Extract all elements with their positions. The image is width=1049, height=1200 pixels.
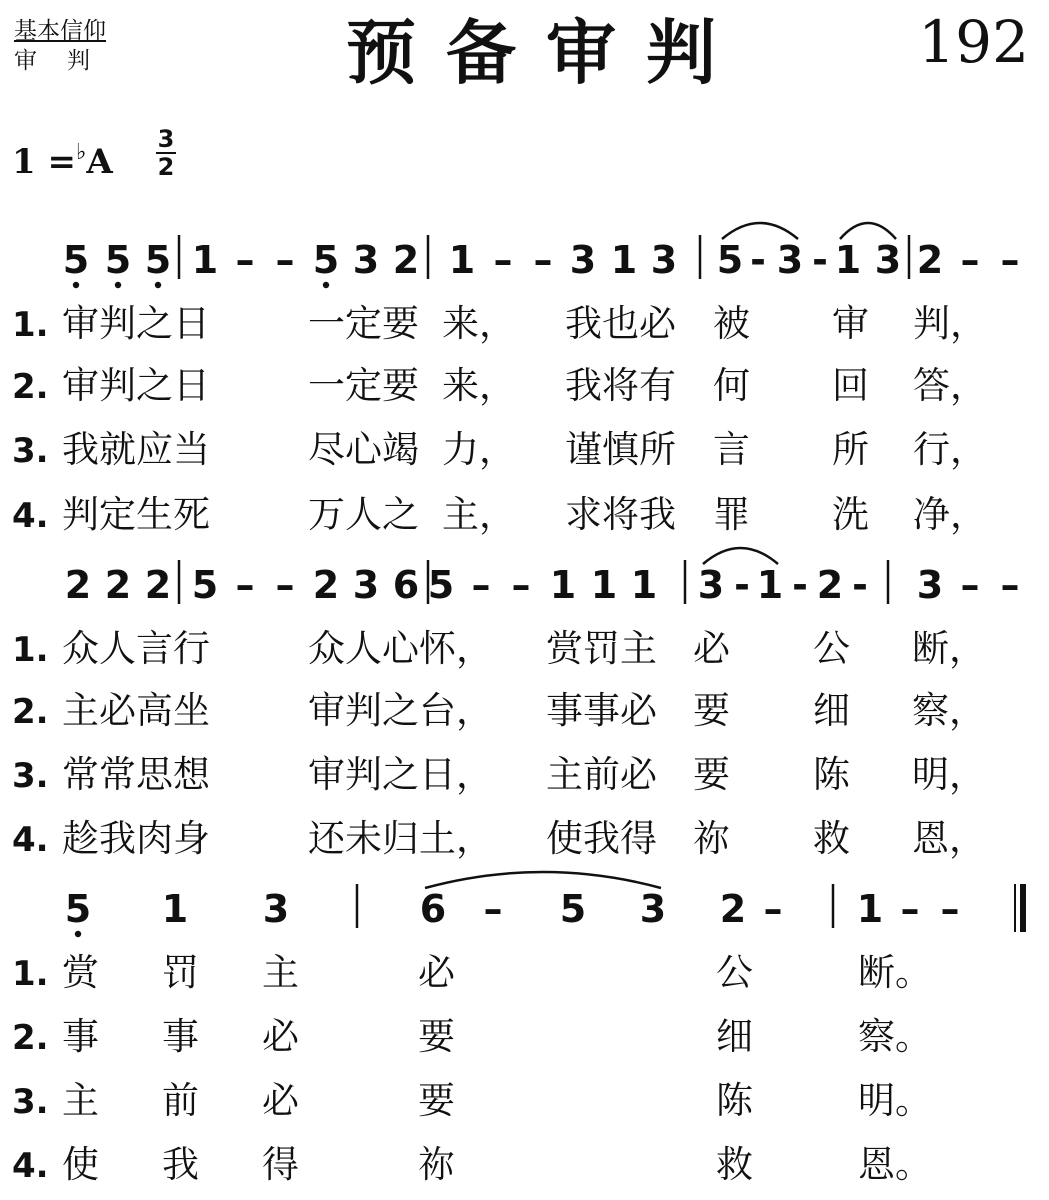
note: 3 xyxy=(262,887,290,931)
lyric-segment: 主 xyxy=(62,1079,99,1122)
note: 3 xyxy=(352,563,380,607)
dash-mark: – xyxy=(1000,238,1020,282)
lyric-segment: 祢 xyxy=(693,817,730,860)
verse-number: 4. xyxy=(12,1146,49,1186)
hymn-title: 预备审判 xyxy=(346,11,746,94)
subcategory-label: 审判 xyxy=(14,48,120,74)
lyric-segment: 所 xyxy=(832,428,869,471)
slur-arc xyxy=(840,223,896,239)
note: 3 xyxy=(569,238,597,282)
verse-number: 3. xyxy=(12,1082,49,1122)
lyric-segment: 必 xyxy=(693,627,730,670)
note: 5 xyxy=(312,238,340,282)
lyric-segment: 明。 xyxy=(858,1079,932,1122)
lyric-segment: 言 xyxy=(713,428,750,471)
note: 1 xyxy=(856,887,884,931)
note: 5 xyxy=(716,238,744,282)
dash-mark: – xyxy=(960,563,980,607)
lyric-segment: 常常思想 xyxy=(62,753,210,796)
note: 2 xyxy=(392,238,420,282)
meter-numerator: 3 xyxy=(157,125,175,153)
note: 3 xyxy=(776,238,804,282)
note: 6 xyxy=(419,887,447,931)
dash-mark: – xyxy=(493,238,513,282)
note: 3 xyxy=(650,238,678,282)
lyric-segment: 事 xyxy=(162,1015,199,1058)
lyric-segment: 必 xyxy=(418,951,455,994)
verse-number: 2. xyxy=(12,367,49,407)
dash-mark: – xyxy=(275,563,295,607)
note: 1 xyxy=(834,238,862,282)
category-label: 基本信仰 xyxy=(14,18,106,44)
verse-number: 1. xyxy=(12,954,49,994)
lyric-segment: 来， xyxy=(442,302,516,345)
lyric-segment: 我就应当 xyxy=(62,428,210,471)
lyric-segment: 前 xyxy=(162,1079,199,1122)
lyric-segment: 谨慎所 xyxy=(565,428,676,471)
note: 2 xyxy=(144,563,172,607)
lyric-segment: 审判之日， xyxy=(308,753,493,796)
lyric-segment: 主 xyxy=(262,951,299,994)
lyric-segment: 主， xyxy=(442,493,516,536)
dash-mark: – xyxy=(763,887,783,931)
low-octave-dot xyxy=(155,282,161,288)
note: 3 xyxy=(874,238,902,282)
lyric-segment: 事事必 xyxy=(546,689,657,732)
lyric-segment: 察， xyxy=(912,689,986,732)
slur-arc xyxy=(703,548,778,564)
lyric-segment: 公 xyxy=(716,951,753,994)
note: 1 xyxy=(191,238,219,282)
lyric-segment: 我也必 xyxy=(565,302,676,345)
note: 2 xyxy=(312,563,340,607)
note: 5 xyxy=(191,563,219,607)
lyric-segment: 得 xyxy=(262,1143,299,1186)
lyric-segment: 罪 xyxy=(713,493,750,536)
slur-arc xyxy=(722,223,798,239)
lyric-segment: 断， xyxy=(912,627,986,670)
dash-mark: – xyxy=(511,563,531,607)
dash-mark: – xyxy=(471,563,491,607)
lyric-segment: 主必高坐 xyxy=(62,689,210,732)
verse-number: 2. xyxy=(12,1018,49,1058)
lyric-segment: 我将有 xyxy=(565,364,676,407)
verse-number: 2. xyxy=(12,692,49,732)
lyric-segment: 要 xyxy=(693,753,730,796)
lyric-segment: 万人之 xyxy=(308,493,419,536)
lyric-segment: 审判之台， xyxy=(308,689,493,732)
lyric-segment: 一定要 xyxy=(308,364,419,407)
lyric-segment: 判定生死 xyxy=(62,493,210,536)
lyric-segment: 罚 xyxy=(162,951,199,994)
low-octave-dot xyxy=(115,282,121,288)
lyric-segment: 陈 xyxy=(813,753,850,796)
key-label: 1 = xyxy=(12,142,76,182)
note: 3 xyxy=(916,563,944,607)
lyric-segment: 要 xyxy=(693,689,730,732)
dash-mark: – xyxy=(533,238,553,282)
lyric-segment: 事 xyxy=(62,1015,99,1058)
low-octave-dot xyxy=(75,931,81,937)
dash-mark: - xyxy=(852,563,868,607)
lyric-segment: 审判之日 xyxy=(62,364,210,407)
lyric-segment: 力， xyxy=(442,428,516,471)
note: 5 xyxy=(427,563,455,607)
lyric-segment: 行， xyxy=(913,428,987,471)
note: 1 xyxy=(448,238,476,282)
low-octave-dot xyxy=(323,282,329,288)
lyric-segment: 公 xyxy=(813,627,850,670)
lyric-segment: 众人言行 xyxy=(62,627,210,670)
note: 5 xyxy=(104,238,132,282)
key-note: A xyxy=(86,142,113,182)
note: 3 xyxy=(697,563,725,607)
note: 1 xyxy=(161,887,189,931)
lyric-segment: 净， xyxy=(913,493,987,536)
meter-denominator: 2 xyxy=(157,153,175,181)
note: 1 xyxy=(630,563,658,607)
note: 2 xyxy=(816,563,844,607)
lyric-segment: 使 xyxy=(62,1143,99,1186)
low-octave-dot xyxy=(73,282,79,288)
lyric-segment: 审判之日 xyxy=(62,302,210,345)
lyric-segment: 一定要 xyxy=(308,302,419,345)
flat-sign: ♭ xyxy=(75,140,87,165)
dash-mark: – xyxy=(483,887,503,931)
note: 6 xyxy=(392,563,420,607)
lyric-segment: 救 xyxy=(716,1143,753,1186)
note: 5 xyxy=(559,887,587,931)
lyric-segment: 恩。 xyxy=(858,1143,932,1186)
verse-number: 1. xyxy=(12,630,49,670)
note: 1 xyxy=(590,563,618,607)
lyric-segment: 断。 xyxy=(858,951,932,994)
dash-mark: - xyxy=(792,563,808,607)
note: 2 xyxy=(916,238,944,282)
lyric-segment: 要 xyxy=(418,1015,455,1058)
note: 1 xyxy=(549,563,577,607)
lyric-segment: 来， xyxy=(442,364,516,407)
note: 3 xyxy=(639,887,667,931)
lyric-segment: 恩， xyxy=(912,817,986,860)
dash-mark: - xyxy=(734,563,750,607)
verse-number: 4. xyxy=(12,820,49,860)
lyric-segment: 必 xyxy=(262,1015,299,1058)
dash-mark: – xyxy=(275,238,295,282)
lyric-segment: 陈 xyxy=(716,1079,753,1122)
lyric-segment: 何 xyxy=(713,364,750,407)
lyric-segment: 主前必 xyxy=(546,753,657,796)
lyric-segment: 审 xyxy=(832,302,869,345)
lyric-segment: 我 xyxy=(162,1143,199,1186)
lyric-segment: 尽心竭 xyxy=(308,428,419,471)
lyric-segment: 被 xyxy=(713,302,750,345)
lyric-segment: 求将我 xyxy=(565,493,676,536)
lyric-segment: 救 xyxy=(813,817,850,860)
note: 2 xyxy=(104,563,132,607)
lyric-segment: 必 xyxy=(262,1079,299,1122)
lyric-segment: 明， xyxy=(912,753,986,796)
lyric-segment: 答， xyxy=(913,364,987,407)
lyric-segment: 还未归土， xyxy=(308,817,493,860)
lyric-segment: 察。 xyxy=(858,1015,932,1058)
note: 2 xyxy=(719,887,747,931)
note: 1 xyxy=(610,238,638,282)
lyric-segment: 使我得 xyxy=(546,817,657,860)
lyric-segment: 赏罚主 xyxy=(546,627,657,670)
verse-number: 1. xyxy=(12,305,49,345)
lyric-segment: 众人心怀， xyxy=(308,627,493,670)
verse-number: 3. xyxy=(12,431,49,471)
dash-mark: – xyxy=(1000,563,1020,607)
lyric-segment: 趁我肉身 xyxy=(62,817,210,860)
note: 5 xyxy=(144,238,172,282)
slur-arc xyxy=(425,872,661,888)
lyric-segment: 细 xyxy=(813,689,850,732)
lyric-segment: 洗 xyxy=(832,493,869,536)
dash-mark: - xyxy=(750,238,766,282)
verse-number: 3. xyxy=(12,756,49,796)
lyric-segment: 判， xyxy=(913,302,987,345)
dash-mark: - xyxy=(812,238,828,282)
lyric-segment: 赏 xyxy=(62,951,99,994)
lyric-segment: 祢 xyxy=(418,1143,455,1186)
hymn-number: 192 xyxy=(918,8,1029,76)
lyric-segment: 细 xyxy=(716,1015,753,1058)
dash-mark: – xyxy=(960,238,980,282)
note: 1 xyxy=(756,563,784,607)
lyric-segment: 要 xyxy=(418,1079,455,1122)
dash-mark: – xyxy=(235,563,255,607)
note: 3 xyxy=(352,238,380,282)
dash-mark: – xyxy=(235,238,255,282)
dash-mark: – xyxy=(900,887,920,931)
note: 5 xyxy=(62,238,90,282)
lyric-segment: 回 xyxy=(832,364,869,407)
note: 5 xyxy=(64,887,92,931)
note: 2 xyxy=(64,563,92,607)
dash-mark: – xyxy=(940,887,960,931)
verse-number: 4. xyxy=(12,496,49,536)
